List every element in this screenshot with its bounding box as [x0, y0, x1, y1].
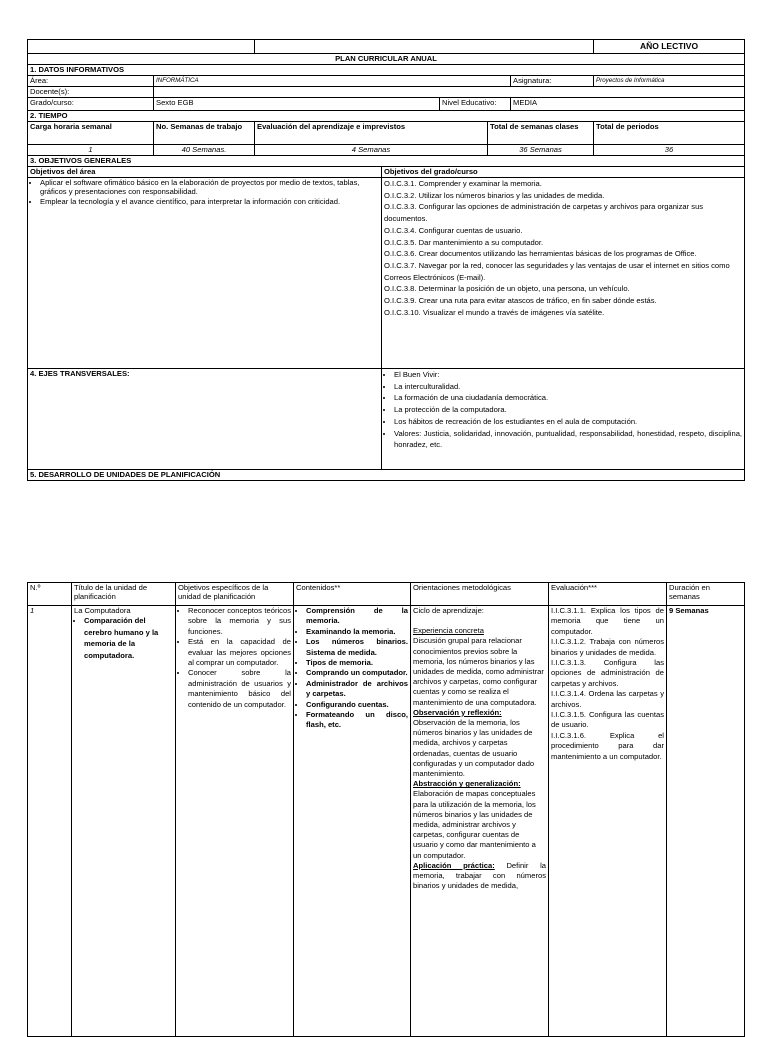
unit-title: La Computadora [74, 606, 131, 615]
grado-value: Sexto EGB [154, 98, 440, 111]
objetivo-area-item: • Emplear la tecnología y el avance científico, para interpretar la información con criticidad. [40, 197, 379, 206]
objetivo-grado-item: O.I.C.3.1. Comprender y examinar la memoria. [384, 179, 542, 188]
objetivo-area-item: • Aplicar el software ofimático básico en la elaboración de proyectos por medio de textos, tablas, gráficos y presentaciones con responsabilidad. [40, 178, 379, 197]
unit-content-item: • Comprando un computador. [306, 668, 408, 678]
asignatura-value: Proyectos de Informática [594, 76, 745, 87]
docentes-value [154, 87, 745, 98]
objetivo-grado-item: O.I.C.3.10. Visualizar el mundo a través de imágenes vía satélite. [384, 307, 605, 317]
eje-item: • Valores: Justicia, solidaridad, innovación, puntualidad, responsabilidad, honestidad, respeto, disciplina, honradez, etc. [394, 428, 742, 451]
plan-title: PLAN CURRICULAR ANUAL [28, 54, 745, 65]
unit-objectives-cell [176, 606, 294, 1037]
evaluation-item: I.I.C.3.1.1. Explica los tipos de memoria que tiene un computador. [551, 606, 664, 636]
unit-title-bullet: • Comparación del cerebro humano y la memoria de la computadora. [84, 615, 173, 661]
objetivo-grado-item: O.I.C.3.7. Navegar por la red, conocer las seguridades y las ventajas de usar el internet en sitios como Correos Electrónicos (E-mail). [384, 260, 730, 282]
unit-content-item: • Formateando un disco, flash, etc. [306, 710, 408, 731]
docentes-label: Docente(s): [28, 87, 154, 98]
method-exp-title: Experiencia concreta [413, 626, 484, 636]
evaluation-item: I.I.C.3.1.6. Explica el procedimiento para dar mantenimiento a un computador. [551, 730, 664, 761]
method-intro: Ciclo de aprendizaje: [413, 606, 484, 615]
objetivo-grado-item: O.I.C.3.3. Configurar las opciones de administración de carpetas y archivos para organizar sus documentos. [384, 202, 704, 224]
evaluation-item: I.I.C.3.1.4. Ordena las carpetas y archivos. [551, 689, 664, 709]
tiempo-value-semanas: 40 Semanas. [154, 145, 255, 156]
objetivo-grado-item: O.I.C.3.6. Crear documentos utilizando las herramientas básicas de los programas de Office. [384, 249, 697, 259]
objetivo-grado-item: O.I.C.3.2. Utilizar los números binarios y las unidades de medida. [384, 190, 605, 200]
eje-item: • La interculturalidad. [394, 381, 742, 393]
objetivos-grado-header: Objetivos del grado/curso [382, 167, 745, 178]
tiempo-value-carga: 1 [28, 145, 154, 156]
section-tiempo: 2. TIEMPO [28, 111, 745, 122]
evaluation-item: I.I.C.3.1.5. Configura las cuentas de usuario. [551, 710, 664, 730]
section-ejes: 4. EJES TRANSVERSALES: [28, 369, 382, 470]
ejes-cell [382, 369, 745, 470]
units-header-row [28, 583, 745, 606]
method-abs-title: Abstracción y generalización: [413, 779, 521, 789]
method-obs-title: Observación y reflexión: [413, 707, 502, 717]
nivel-label: Nivel Educativo: [440, 98, 511, 111]
method-obs-text: Observación de la memoria, los números binarios y las unidades de medida, archivos y carpetas ordenadas, cuentas de usuario configuradas y un computador dado mantenimiento. [413, 718, 535, 779]
unit-title-cell [72, 606, 176, 1037]
unit-duration: 9 Semanas [667, 606, 745, 1037]
evaluation-item: I.I.C.3.1.3. Configura las opciones de administración de carpetas y archivos. [551, 658, 664, 688]
tiempo-header-semanas: No. Semanas de trabajo [154, 122, 255, 145]
asignatura-label: Asignatura: [511, 76, 594, 87]
method-apl-text: Definir la memoria, trabajar con números binarios y unidades de medida, [413, 860, 546, 891]
eje-item: • Los hábitos de recreación de los estudiantes en el aula de computación. [394, 416, 742, 428]
method-abs-text: Elaboración de mapas conceptuales para la utilización de la memoria, los números binarios y las unidades de medida, administrar archivos y carpetas, configurar cuentas de usuario y como dar mantenimiento a un computador. [413, 789, 536, 860]
objetivo-grado-item: O.I.C.3.8. Determinar la posición de un objeto, una persona, un vehículo. [384, 284, 630, 294]
unit-content-item: • Configurando cuentas. [306, 700, 408, 710]
objetivo-grado-item: O.I.C.3.5. Dar mantenimiento a su computador. [384, 237, 544, 247]
unit-content-item: • Los números binarios. Sistema de medida. [306, 637, 408, 658]
tiempo-header-evaluacion: Evaluación del aprendizaje e imprevistos [255, 122, 488, 145]
eje-item: • La formación de una ciudadanía democrática. [394, 392, 742, 404]
unit-contents-cell [294, 606, 411, 1037]
tiempo-header-periodos: Total de periodos [594, 122, 745, 145]
units-header-method: Orientaciones metodológicas [411, 583, 549, 606]
unit-objective-item: • Reconocer conceptos teóricos sobre la memoria y sus funciones. [188, 606, 291, 637]
tiempo-value-total-semanas: 36 Semanas [488, 145, 594, 156]
year-label: AÑO LECTIVO [594, 40, 745, 54]
unit-content-item: • Examinando la memoria. [306, 627, 408, 637]
units-table [27, 582, 745, 1037]
objetivo-grado-item: O.I.C.3.4. Configurar cuentas de usuario. [384, 225, 523, 235]
eje-item: • El Buen Vivir: [394, 369, 742, 381]
eje-item: • La protección de la computadora. [394, 404, 742, 416]
section-datos: 1. DATOS INFORMATIVOS [28, 65, 745, 76]
objetivos-area-cell [28, 178, 382, 369]
section-objetivos: 3. OBJETIVOS GENERALES [28, 156, 745, 167]
tiempo-value-evaluacion: 4 Semanas [255, 145, 488, 156]
units-header-title: Título de la unidad de planificación [72, 583, 176, 606]
grado-label: Grado/curso: [28, 98, 154, 111]
objetivos-area-header: Objetivos del área [28, 167, 382, 178]
evaluation-item: I.I.C.3.1.2. Trabaja con números binarios y unidades de medida. [551, 637, 664, 657]
method-apl-title: Aplicación práctica: [413, 860, 495, 870]
unit-number: 1 [28, 606, 72, 1037]
area-value: INFORMÁTICA [154, 76, 511, 87]
units-header-number: N.º [28, 583, 72, 606]
unit-evaluation-cell [549, 606, 667, 1037]
units-header-evaluation: Evaluación*** [549, 583, 667, 606]
tiempo-value-periodos: 36 [594, 145, 745, 156]
units-header-objectives: Objetivos específicos de la unidad de planificación [176, 583, 294, 606]
unit-method-cell [411, 606, 549, 1037]
objetivo-grado-item: O.I.C.3.9. Crear una ruta para evitar atascos de tráfico, en fin saber dónde estás. [384, 296, 657, 306]
unit-row [28, 606, 745, 1037]
unit-content-item: • Administrador de archivos y carpetas. [306, 679, 408, 700]
method-exp-text: Discusión grupal para relacionar conocimientos previos sobre la memoria, los números binarios y las unidades de medida, como administrar archivos y carpetas, como configurar cuentas y como se realiza el mantenimiento de una computadora. [413, 636, 544, 707]
objetivos-grado-cell [382, 178, 745, 369]
unit-content-item: • Tipos de memoria. [306, 658, 408, 668]
section-desarrollo: 5. DESARROLLO DE UNIDADES DE PLANIFICACIÓN [28, 470, 745, 481]
tiempo-header-total-semanas: Total de semanas clases [488, 122, 594, 145]
unit-objective-item: • Conocer sobre la administración de usuarios y mantenimiento básico del contenido de un computador. [188, 668, 291, 710]
tiempo-header-carga: Carga horaria semanal [28, 122, 154, 145]
area-label: Área: [28, 76, 154, 87]
nivel-value: MEDIA [511, 98, 745, 111]
unit-content-item: • Comprensión de la memoria. [306, 606, 408, 627]
units-header-duration: Duración en semanas [667, 583, 745, 606]
units-header-contents: Contenidos** [294, 583, 411, 606]
top-row [28, 40, 745, 54]
unit-objective-item: • Está en la capacidad de evaluar las mejores opciones al comprar un computador. [188, 637, 291, 668]
plan-table [27, 39, 745, 481]
